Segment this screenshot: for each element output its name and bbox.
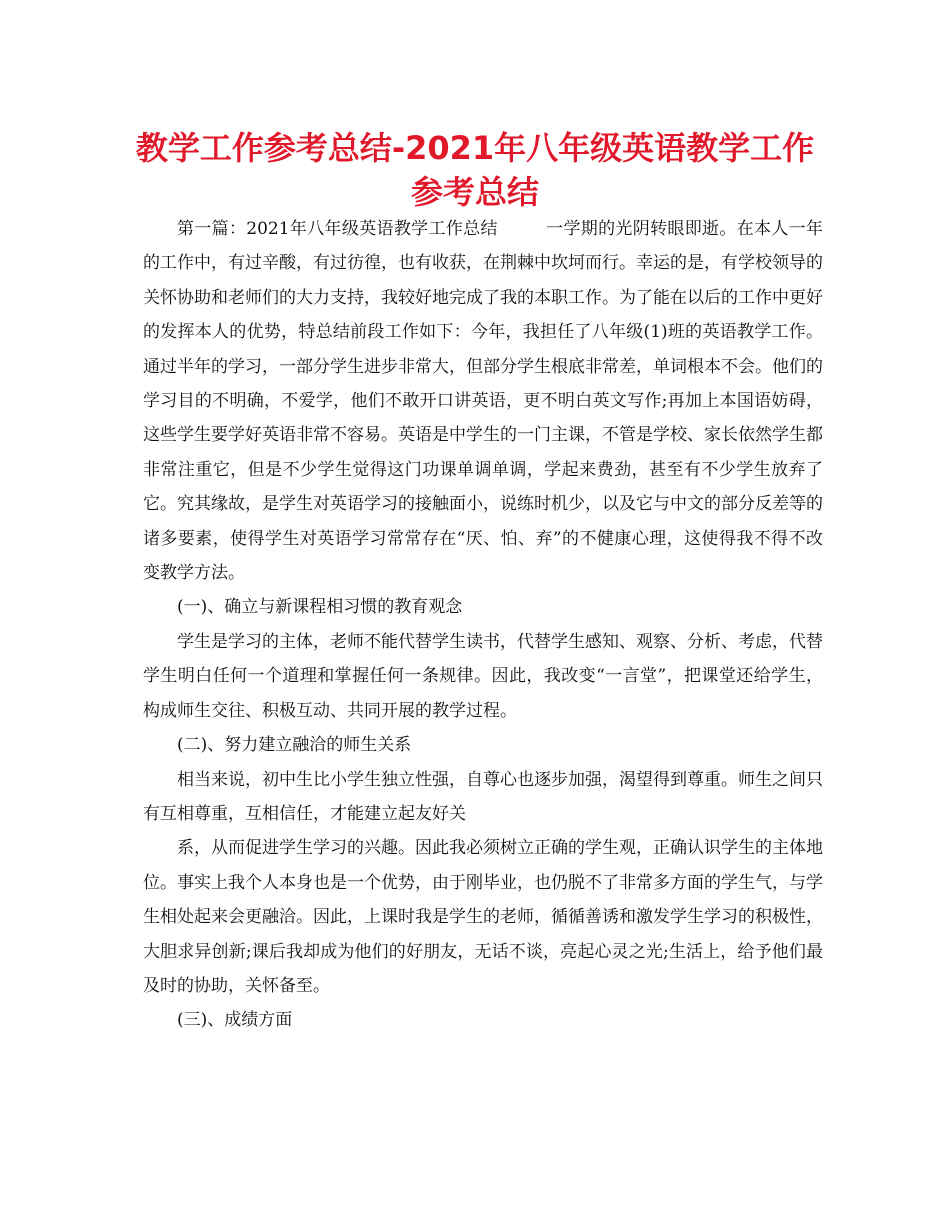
section-3-heading: (三)、成绩方面 [177, 1010, 293, 1031]
section-2-paragraph-a: 相当来说，初中生比小学生独立性强，自尊心也逐步加强，渴望得到尊重。师生之间只有互相尊重，互相信任，才能建立起友好关 [143, 769, 823, 824]
document-body [143, 212, 823, 1038]
section-1-paragraph: 学生是学习的主体，老师不能代替学生读书，代替学生感知、观察、分析、考虑，代替学生明白任何一个道理和掌握任何一条规律。因此，我改变“一言堂”，把课堂还给学生，构成师生交往、积极互动、共同开展的教学过程。 [143, 631, 823, 721]
intro-heading: 第一篇：2021年八年级英语教学工作总结 [177, 219, 498, 239]
intro-paragraph [143, 212, 823, 590]
intro-text: 一学期的光阴转眼即逝。在本人一年的工作中，有过辛酸，有过彷徨，也有收获，在荆棘中坎坷而行。幸运的是，有学校领导的关怀协助和老师们的大力支持，我较好地完成了我的本职工作。为了能在以后的工作中更好的发挥本人的优势，特总结前段工作如下：今年，我担任了八年级(1)班的英语教学工作。通过半年的学习，一部分学生进步非常大，但部分学生根底非常差，单词根本不会。他们的学习目的不明确，不爱学，他们不敢开口讲英语，更不明白英文写作;再加上本国语妨碍，这些学生要学好英语非常不容易。英语是中学生的一门主课，不管是学校、家长依然学生都非常注重它，但是不少学生觉得这门功课单调单调，学起来费劲，甚至有不少学生放弃了它。究其缘故，是学生对英语学习的接触面小，说练时机少，以及它与中文的部分反差等的诸多要素，使得学生对英语学习常常存在“厌、怕、弃”的不健康心理，这使得我不得不改变教学方法。 [143, 219, 824, 584]
title-line-2: 参考总结 [410, 173, 539, 211]
section-1-heading: (一)、确立与新课程相习惯的教育观念 [177, 597, 463, 618]
section-2-paragraph-b: 系，从而促进学生学习的兴趣。因此我必须树立正确的学生观，正确认识学生的主体地位。事实上我个人本身也是一个优势，由于刚毕业，也仍脱不了非常多方面的学生气，与学生相处起来会更融洽。因此，上课时我是学生的老师，循循善诱和激发学生学习的积极性，大胆求异创新;课后我却成为他们的好朋友，无话不谈，亮起心灵之光;生活上，给予他们最及时的协助，关怀备至。 [143, 838, 823, 996]
title-line-1: 教学工作参考总结-2021年八年级英语教学工作 [135, 129, 815, 167]
section-2-heading: (二)、努力建立融洽的师生关系 [177, 735, 412, 756]
document-title [100, 126, 850, 214]
